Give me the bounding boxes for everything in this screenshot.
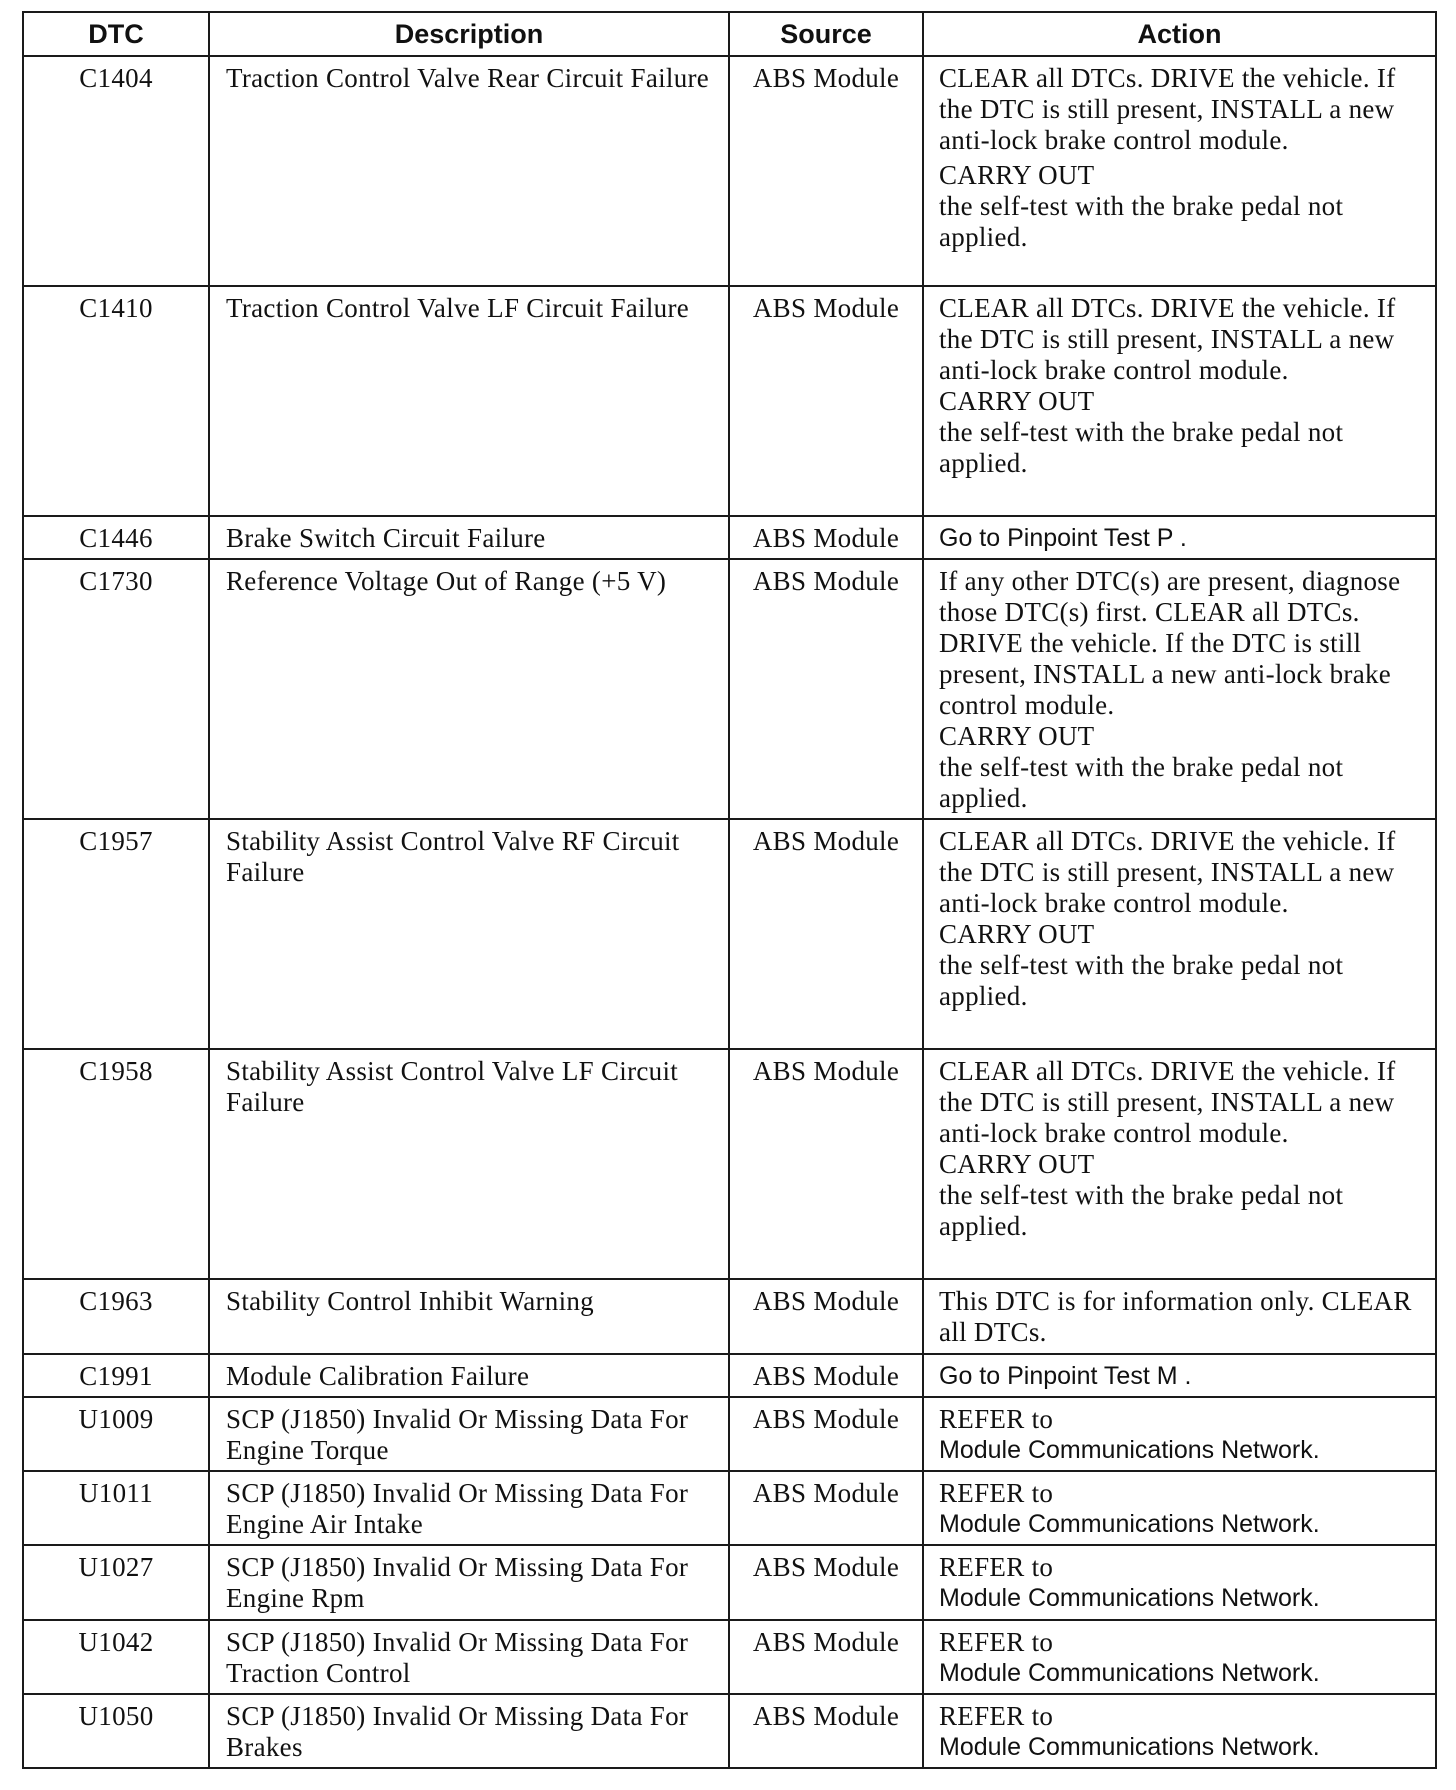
action-cell: [923, 56, 1436, 286]
dtc-source: ABS Module: [752, 1627, 900, 1657]
network-link[interactable]: Module Communications Network.: [939, 1436, 1320, 1464]
action-self-test: the self-test with the brake pedal not applied.: [939, 752, 1344, 813]
action-cell: [923, 1694, 1436, 1768]
action-refer: REFER to: [939, 1478, 1054, 1508]
header-dtc: DTC: [23, 12, 209, 56]
dtc-cell: [23, 1545, 209, 1620]
table-row: [23, 1279, 1436, 1354]
dtc-cell: [23, 1471, 209, 1545]
table-row: [23, 56, 1436, 286]
dtc-description: Module Calibration Failure: [226, 1361, 530, 1391]
action-cell: [923, 1397, 1436, 1471]
action-carry-out: CARRY OUT: [939, 919, 1095, 949]
dtc-code: C1730: [79, 566, 153, 596]
dtc-source: ABS Module: [752, 63, 900, 93]
dtc-table-page: [22, 11, 1435, 1769]
action-text: CLEAR all DTCs. DRIVE the vehicle. If the DTC is still present, INSTALL a new anti-lock brake control module.: [939, 826, 1396, 918]
description-cell: [209, 819, 729, 1049]
action-text: CLEAR all DTCs. DRIVE the vehicle. If the DTC is still present, INSTALL a new anti-lock brake control module.: [939, 63, 1396, 155]
action-text: If any other DTC(s) are present, diagnose those DTC(s) first. CLEAR all DTCs. DRIVE the vehicle. If the DTC is still present, INSTALL a new anti-lock brake control module.: [939, 566, 1401, 720]
dtc-source: ABS Module: [752, 293, 900, 323]
table-row: [23, 286, 1436, 516]
dtc-description: SCP (J1850) Invalid Or Missing Data For Brakes: [226, 1701, 689, 1762]
network-link[interactable]: Module Communications Network.: [939, 1510, 1320, 1538]
dtc-code: U1050: [78, 1701, 154, 1731]
network-link[interactable]: Module Communications Network.: [939, 1659, 1320, 1687]
dtc-description: SCP (J1850) Invalid Or Missing Data For Engine Air Intake: [226, 1478, 689, 1539]
source-cell: [729, 1620, 923, 1694]
description-cell: [209, 1694, 729, 1768]
dtc-code: U1027: [78, 1552, 154, 1582]
table-row: [23, 1545, 1436, 1620]
dtc-code: U1009: [78, 1404, 154, 1434]
table-row: [23, 819, 1436, 1049]
action-cell: [923, 516, 1436, 559]
description-cell: [209, 56, 729, 286]
action-carry-out: CARRY OUT: [939, 386, 1095, 416]
dtc-description: Stability Assist Control Valve LF Circuit Failure: [226, 1056, 679, 1117]
description-cell: [209, 1471, 729, 1545]
description-cell: [209, 1049, 729, 1279]
dtc-cell: [23, 1049, 209, 1279]
source-cell: [729, 1354, 923, 1397]
dtc-description: Stability Assist Control Valve RF Circuit Failure: [226, 826, 680, 887]
action-self-test: the self-test with the brake pedal not applied.: [939, 417, 1344, 478]
dtc-cell: [23, 516, 209, 559]
dtc-source: ABS Module: [752, 1361, 900, 1391]
description-cell: [209, 1620, 729, 1694]
source-cell: [729, 1049, 923, 1279]
dtc-code: U1011: [79, 1478, 153, 1508]
source-cell: [729, 286, 923, 516]
action-cell: [923, 819, 1436, 1049]
action-carry-out: CARRY OUT: [939, 1149, 1095, 1179]
dtc-cell: [23, 1397, 209, 1471]
action-cell: [923, 559, 1436, 819]
dtc-code: C1991: [79, 1361, 153, 1391]
header-action: Action: [923, 12, 1436, 56]
action-refer: REFER to: [939, 1701, 1054, 1731]
table-row: [23, 1354, 1436, 1397]
dtc-description: Traction Control Valve Rear Circuit Failure: [226, 63, 710, 93]
pinpoint-test-link[interactable]: Go to Pinpoint Test M .: [939, 1362, 1192, 1390]
table-row: [23, 559, 1436, 819]
action-text: This DTC is for information only. CLEAR all DTCs.: [939, 1286, 1412, 1347]
dtc-table: [22, 11, 1437, 1769]
dtc-source: ABS Module: [752, 1478, 900, 1508]
dtc-description: Brake Switch Circuit Failure: [226, 523, 546, 553]
dtc-description: SCP (J1850) Invalid Or Missing Data For Traction Control: [226, 1627, 689, 1688]
dtc-code: C1963: [79, 1286, 153, 1316]
header-source: Source: [729, 12, 923, 56]
description-cell: [209, 1545, 729, 1620]
source-cell: [729, 1397, 923, 1471]
table-body: [23, 56, 1436, 1768]
source-cell: [729, 1279, 923, 1354]
dtc-source: ABS Module: [752, 1286, 900, 1316]
action-refer: REFER to: [939, 1404, 1054, 1434]
dtc-code: C1410: [79, 293, 153, 323]
dtc-source: ABS Module: [752, 523, 900, 553]
action-cell: [923, 1049, 1436, 1279]
dtc-code: C1958: [79, 1056, 153, 1086]
dtc-code: C1446: [79, 523, 153, 553]
dtc-description: Reference Voltage Out of Range (+5 V): [226, 566, 667, 596]
dtc-cell: [23, 1279, 209, 1354]
dtc-description: SCP (J1850) Invalid Or Missing Data For Engine Rpm: [226, 1552, 689, 1613]
source-cell: [729, 819, 923, 1049]
dtc-cell: [23, 56, 209, 286]
description-cell: [209, 559, 729, 819]
source-cell: [729, 559, 923, 819]
dtc-cell: [23, 1354, 209, 1397]
action-self-test: the self-test with the brake pedal not applied.: [939, 191, 1344, 252]
source-cell: [729, 1545, 923, 1620]
action-cell: [923, 1354, 1436, 1397]
action-text: CLEAR all DTCs. DRIVE the vehicle. If the DTC is still present, INSTALL a new anti-lock brake control module.: [939, 1056, 1396, 1148]
dtc-code: U1042: [78, 1627, 154, 1657]
dtc-source: ABS Module: [752, 1701, 900, 1731]
dtc-description: Traction Control Valve LF Circuit Failure: [226, 293, 690, 323]
action-cell: [923, 1471, 1436, 1545]
dtc-description: Stability Control Inhibit Warning: [226, 1286, 594, 1316]
dtc-cell: [23, 1694, 209, 1768]
action-carry-out: CARRY OUT: [939, 160, 1095, 190]
table-row: [23, 1694, 1436, 1768]
action-cell: [923, 1279, 1436, 1354]
action-self-test: the self-test with the brake pedal not applied.: [939, 1180, 1344, 1241]
dtc-source: ABS Module: [752, 1552, 900, 1582]
header-row: [23, 12, 1436, 56]
dtc-cell: [23, 819, 209, 1049]
dtc-description: SCP (J1850) Invalid Or Missing Data For Engine Torque: [226, 1404, 689, 1465]
dtc-source: ABS Module: [752, 566, 900, 596]
table-row: [23, 1049, 1436, 1279]
dtc-source: ABS Module: [752, 1404, 900, 1434]
pinpoint-test-link[interactable]: Go to Pinpoint Test P .: [939, 524, 1187, 552]
network-link[interactable]: Module Communications Network.: [939, 1584, 1320, 1612]
action-cell: [923, 1620, 1436, 1694]
source-cell: [729, 516, 923, 559]
action-text: CLEAR all DTCs. DRIVE the vehicle. If the DTC is still present, INSTALL a new anti-lock brake control module.: [939, 293, 1396, 385]
action-self-test: the self-test with the brake pedal not applied.: [939, 950, 1344, 1011]
description-cell: [209, 1279, 729, 1354]
dtc-source: ABS Module: [752, 826, 900, 856]
dtc-cell: [23, 1620, 209, 1694]
action-refer: REFER to: [939, 1627, 1054, 1657]
description-cell: [209, 516, 729, 559]
description-cell: [209, 1354, 729, 1397]
dtc-cell: [23, 559, 209, 819]
header-description: Description: [209, 12, 729, 56]
table-row: [23, 1397, 1436, 1471]
description-cell: [209, 1397, 729, 1471]
table-row: [23, 1471, 1436, 1545]
description-cell: [209, 286, 729, 516]
dtc-cell: [23, 286, 209, 516]
dtc-code: C1957: [79, 826, 153, 856]
network-link[interactable]: Module Communications Network.: [939, 1733, 1320, 1761]
source-cell: [729, 56, 923, 286]
dtc-source: ABS Module: [752, 1056, 900, 1086]
action-cell: [923, 1545, 1436, 1620]
source-cell: [729, 1694, 923, 1768]
table-row: [23, 516, 1436, 559]
action-cell: [923, 286, 1436, 516]
dtc-code: C1404: [79, 63, 153, 93]
action-carry-out: CARRY OUT: [939, 721, 1095, 751]
action-refer: REFER to: [939, 1552, 1054, 1582]
source-cell: [729, 1471, 923, 1545]
table-row: [23, 1620, 1436, 1694]
